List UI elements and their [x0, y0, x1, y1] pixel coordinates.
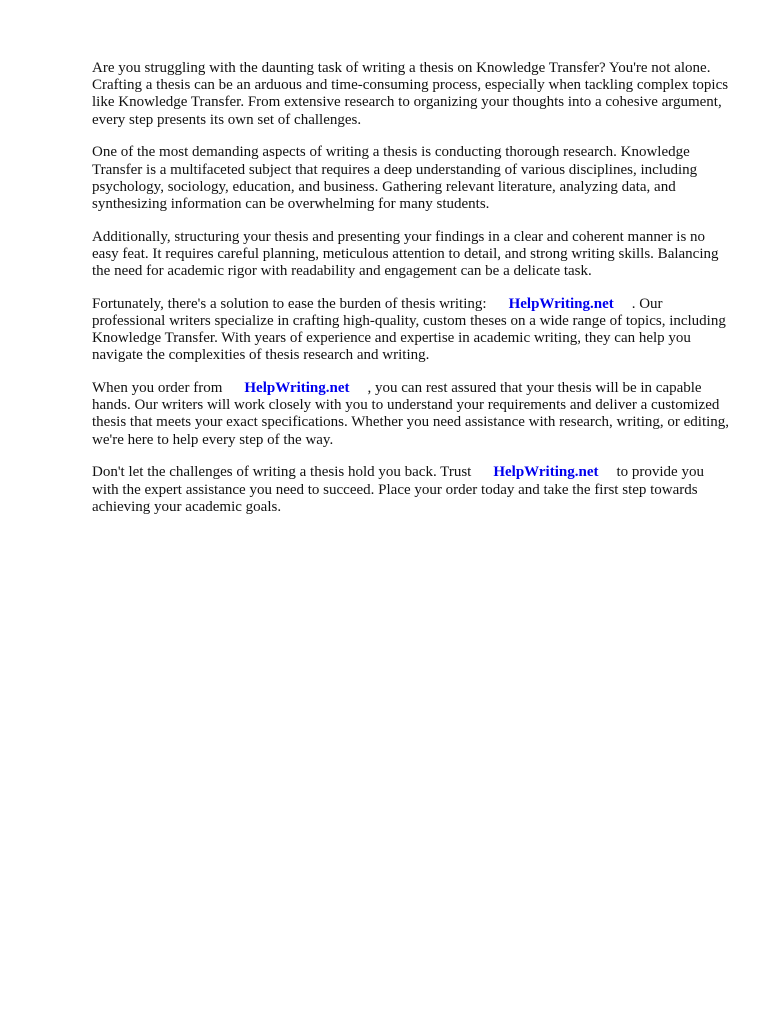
paragraph-intro: Are you struggling with the daunting task of writing a thesis on Knowledge Transfer? You're not alone. Crafting a thesis can be an arduous and time-consuming process, especially when tackling complex topics like Knowledge Transfer. From extensive research to organizing your thoughts into a cohesive argument, every step presents its own set of challenges.	[92, 60, 729, 128]
paragraph-text: . Our professional writers specialize in crafting high-quality, custom theses on a wide range of topics, including Knowledge Transfer. With years of experience and expertise in academic writing, they can help you navigate the complexities of thesis research and writing.	[92, 295, 726, 364]
document-body	[92, 60, 732, 531]
helpwriting-link[interactable]: HelpWriting.net	[508, 295, 614, 312]
helpwriting-link[interactable]: HelpWriting.net	[244, 380, 350, 397]
paragraph-closing	[92, 464, 732, 516]
paragraph-structure: Additionally, structuring your thesis and presenting your findings in a clear and coherent manner is no easy feat. It requires careful planning, meticulous attention to detail, and strong writing skills. Balancing the need for academic rigor with readability and engagement can be a delicate task.	[92, 228, 719, 280]
paragraph-solution	[92, 296, 732, 365]
paragraph-text: When you order from	[92, 380, 223, 397]
paragraph-text: , you can rest assured that your thesis will be in capable hands. Our writers will work closely with you to understand your requirements and deliver a customized thesis that meets your exact specifications. Whether you need assistance with research, writing, or editing, we're here to help every step of the way.	[92, 380, 730, 448]
paragraph-text: to provide you with the expert assistance you need to succeed. Place your order today and take the first step towards achieving your academic goals.	[92, 464, 704, 515]
paragraph-order	[92, 380, 732, 449]
paragraph-text: Don't let the challenges of writing a thesis hold you back. Trust	[92, 464, 472, 481]
paragraph-research: One of the most demanding aspects of writing a thesis is conducting thorough research. Knowledge Transfer is a multifaceted subject that requires a deep understanding of various disciplines, including psychology, sociology, education, and business. Gathering relevant literature, analyzing data, and synthesizing information can be overwhelming for many students.	[92, 144, 698, 212]
paragraph-text: Fortunately, there's a solution to ease the burden of thesis writing:	[92, 295, 487, 312]
helpwriting-link[interactable]: HelpWriting.net	[493, 464, 599, 481]
